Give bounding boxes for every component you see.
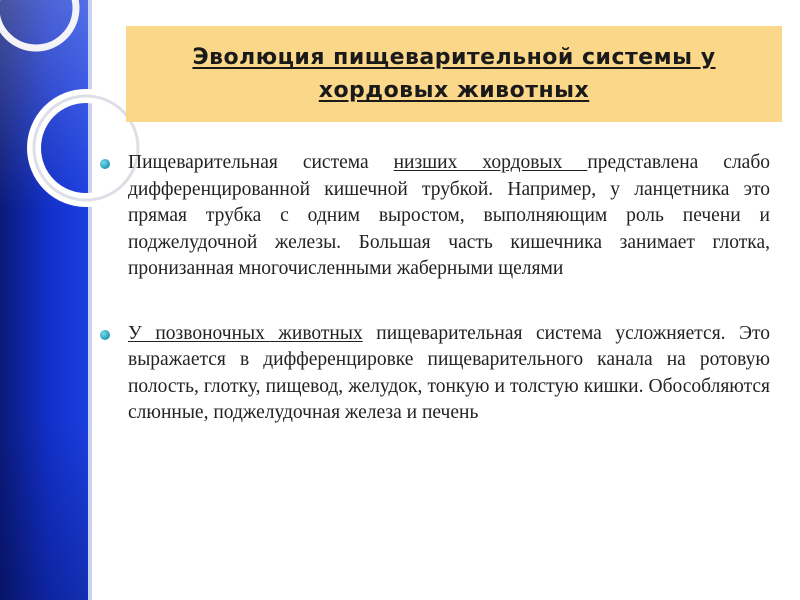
content-area bbox=[100, 150, 770, 427]
bullet-2-post: пищеварительная система усложняется. Это выражается в дифференцировке пищеварительного канала на ротовую полость, глотку, пищевод, желудок, тонкую и толстую кишки. Обособляются слюнные, поджелудочная железа и печень bbox=[128, 322, 770, 423]
bullet-text-1 bbox=[128, 150, 770, 283]
bullet-item-1 bbox=[100, 150, 770, 283]
bullet-1-underlined: низших хордовых bbox=[393, 152, 588, 173]
bullet-1-post: представлена слабо дифференцированной кишечной трубкой. Например, у ланцетника это прямая трубка с одним выростом, выполняющим роль печени и поджелудочной железы. Большая часть кишечника занимает глотка, пронизанная многочисленными жаберными щелями bbox=[128, 152, 771, 279]
bullet-dot-icon bbox=[100, 330, 110, 340]
bullet-text-2 bbox=[128, 321, 770, 427]
bullet-item-2 bbox=[100, 321, 770, 427]
bullet-2-underlined: У позвоночных животных bbox=[128, 322, 363, 344]
bullet-1-pre: Пищеварительная система bbox=[128, 152, 394, 173]
deco-ring-top bbox=[0, 0, 76, 48]
slide-title: Эволюция пищеварительной системы у хордовых животных bbox=[192, 45, 716, 103]
bullet-dot-icon bbox=[100, 159, 110, 169]
title-box bbox=[126, 26, 782, 122]
